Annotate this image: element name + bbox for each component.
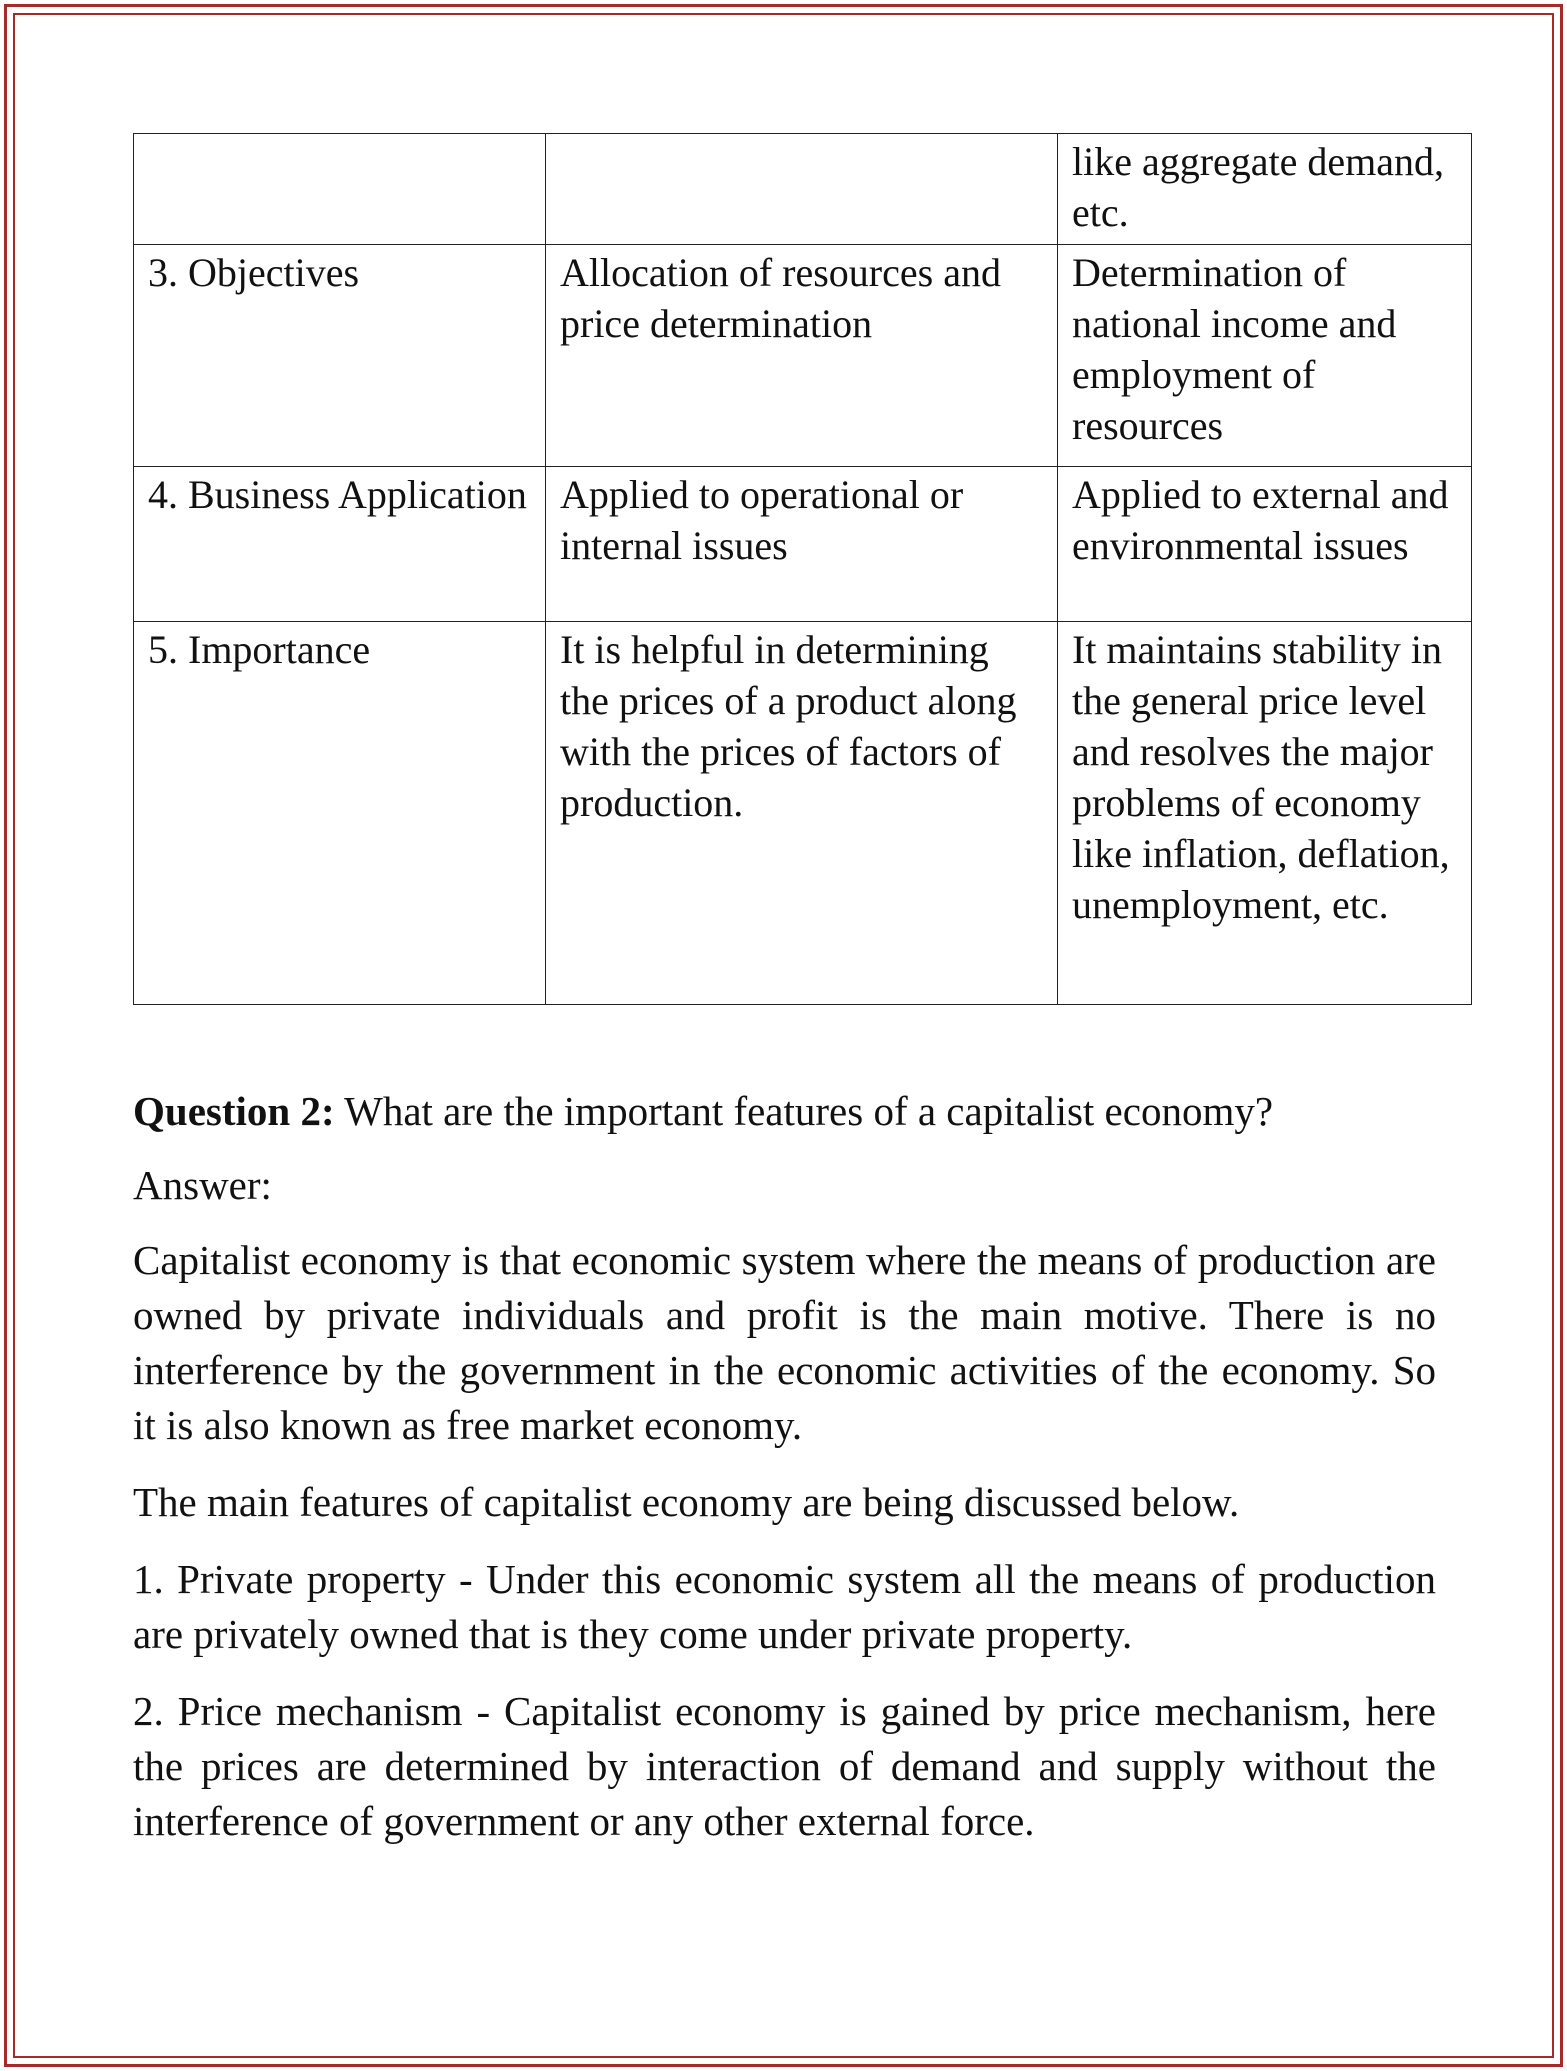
- table-row: [134, 622, 1472, 1005]
- table-row: [134, 467, 1472, 622]
- comparison-table: [133, 133, 1472, 1005]
- table-cell-macro: Determination of national income and employment of resources: [1058, 245, 1472, 467]
- table-row: [134, 245, 1472, 467]
- table-cell-aspect: [134, 134, 546, 245]
- table-cell-micro: [546, 134, 1058, 245]
- table-row: [134, 134, 1472, 245]
- table-cell-micro: Applied to operational or internal issues: [546, 467, 1058, 622]
- question-label: Question 2:: [133, 1088, 335, 1134]
- table-cell-macro: like aggregate demand, etc.: [1058, 134, 1472, 245]
- table-cell-macro: It maintains stability in the general price level and resolves the major problems of economy like inflation, deflation, unemployment, etc.: [1058, 622, 1472, 1005]
- table-cell-aspect: 4. Business Application: [134, 467, 546, 622]
- question-heading: [133, 1085, 1471, 1137]
- answer-paragraph: The main features of capitalist economy are being discussed below.: [133, 1479, 1240, 1525]
- answer-paragraph: Capitalist economy is that economic system where the means of production are owned by private individuals and profit is the main motive. There is no interference by the government in the economic activities of the economy. So it is also known as free market economy.: [133, 1237, 1436, 1448]
- table-cell-aspect: 3. Objectives: [134, 245, 546, 467]
- question-text: What are the important features of a capitalist economy?: [334, 1088, 1274, 1134]
- answer-label: Answer:: [133, 1162, 272, 1208]
- answer-paragraph: 2. Price mechanism - Capitalist economy is gained by price mechanism, here the prices are determined by interaction of demand and supply without the interference of government or any other external force.: [133, 1688, 1436, 1844]
- page-content: [133, 133, 1471, 1849]
- answer-paragraph: 1. Private property - Under this economic system all the means of production are privately owned that is they come under private property.: [133, 1556, 1436, 1657]
- table-cell-macro: Applied to external and environmental issues: [1058, 467, 1472, 622]
- table-cell-micro: Allocation of resources and price determination: [546, 245, 1058, 467]
- table-cell-aspect: 5. Importance: [134, 622, 546, 1005]
- table-cell-micro: It is helpful in determining the prices of a product along with the prices of factors of production.: [546, 622, 1058, 1005]
